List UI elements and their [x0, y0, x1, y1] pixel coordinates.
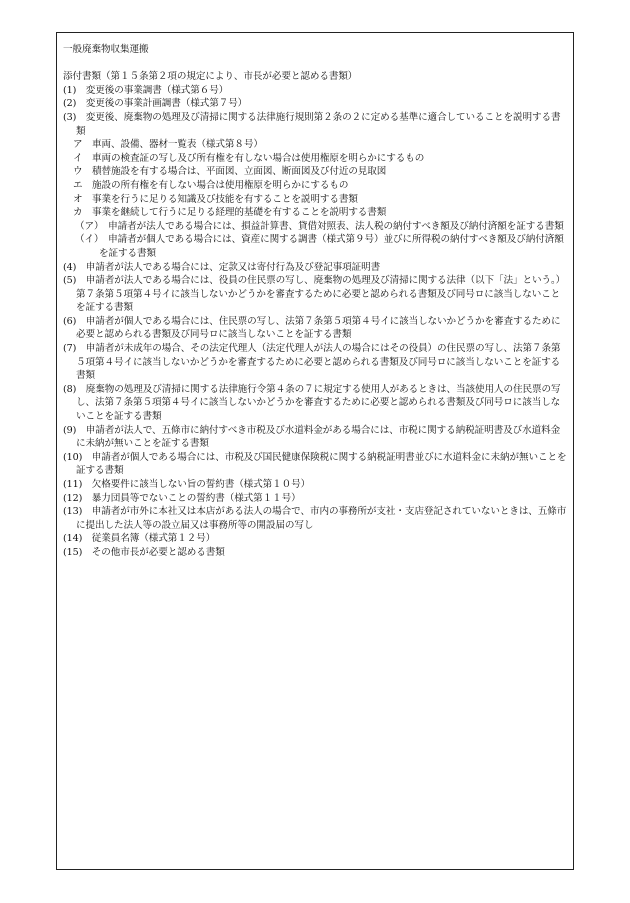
list-subitem: イ 車両の検査証の写し及び所有権を有しない場合は使用権原を明らかにするもの	[73, 152, 425, 164]
list-subitem: カ 事業を継続して行うに足りる経理的基礎を有することを説明する書類	[73, 207, 387, 219]
list-item: (5) 申請者が法人である場合には、役員の住民票の写し、廃棄物の処理及び清掃に関する法律（以下「法」という。）第７条第５項第４号イに該当しないかどうかを審査するために必要と認められる書類及び同号ロに該当しないことを証する書類	[63, 275, 566, 314]
list-item: (10) 申請者が個人である場合には、市税及び国民健康保険税に関する納税証明書並びに水道料金に未納が無いことを証する書類	[63, 451, 567, 477]
list-subsubitem: （イ） 申請者が個人である場合には、資産に関する調書（様式第９号）並びに所得税の納付すべき額及び納付済額を証する書類	[75, 234, 564, 259]
list-item: (13) 申請者が市外に本社又は本店がある法人の場合で、市内の事務所が支社・支店登記されていないときは、五條市に提出した法人等の設立届又は事務所等の開設届の写し	[63, 506, 567, 531]
list-item: (2) 変更後の事業計画調書（様式第７号）	[63, 98, 248, 110]
list-item: (1) 変更後の事業調書（様式第６号）	[63, 84, 229, 96]
blank-line	[63, 57, 569, 71]
list-item: (4) 申請者が法人である場合には、定款又は寄付行為及び登記事項証明書	[63, 261, 381, 273]
list-item: (12) 暴力団員等でないことの誓約書（様式第１１号）	[63, 492, 301, 504]
list-item: (6) 申請者が個人である場合には、住民票の写し、法第７条第５項第４号イに該当しないかどうかを審査するために必要と認められる書類及び同号ロに該当しないことを証する書類	[63, 315, 561, 341]
list-subsubitem: （ア） 申請者が法人である場合には、損益計算書、貸借対照表、法人税の納付すべき額及び納付済額を証する書類	[75, 220, 564, 232]
list-item: (7) 申請者が未成年の場合、その法定代理人（法定代理人が法人の場合にはその役員）の住民票の写し、法第７条第５項第４号イに該当しないかどうかを審査するために必要と認められる書類及び同号ロに該当しないことを証する書類	[63, 343, 561, 382]
list-item: (15) その他市長が必要と認める書類	[63, 546, 225, 558]
list-subitem: エ 施設の所有権を有しない場合は使用権原を明らかにするもの	[73, 179, 349, 191]
document-page	[56, 32, 574, 870]
list-subitem: オ 事業を行うに足りる知識及び技能を有することを説明する書類	[73, 193, 358, 205]
list-subitem: ウ 積替施設を有する場合は、平面図、立面図、断面図及び付近の見取図	[73, 166, 387, 178]
list-item: (11) 欠格要件に該当しない旨の誓約書（様式第１０号）	[63, 479, 311, 490]
list-item: (14) 従業員名簿（様式第１２号）	[63, 533, 216, 545]
list-item: (8) 廃棄物の処理及び清掃に関する法律施行令第４条の７に規定する使用人があるときは、当該使用人の住民票の写し、法第７条第５項第４号イに該当しないかどうかを審査するために必要と認められる書類及び同号ロに該当しないことを証する書類	[63, 383, 561, 423]
list-item: (9) 申請者が法人で、五條市に納付すべき市税及び水道料金がある場合には、市税に関する納税証明書及び水道料金に未納が無いことを証する書類	[63, 424, 561, 450]
attachments-list	[63, 84, 569, 560]
attachments-heading: 添付書類（第１５条第２項の規定により、市長が必要と認める書類）	[63, 71, 358, 83]
list-item: (3) 変更後、廃棄物の処理及び清掃に関する法律施行規則第２条の２に定める基準に適合していることを説明する書類	[63, 111, 561, 137]
list-subitem: ア 車両、設備、器材一覧表（様式第８号）	[73, 139, 263, 151]
document-body	[63, 43, 569, 560]
document-title: 一般廃棄物収集運搬	[63, 44, 149, 55]
